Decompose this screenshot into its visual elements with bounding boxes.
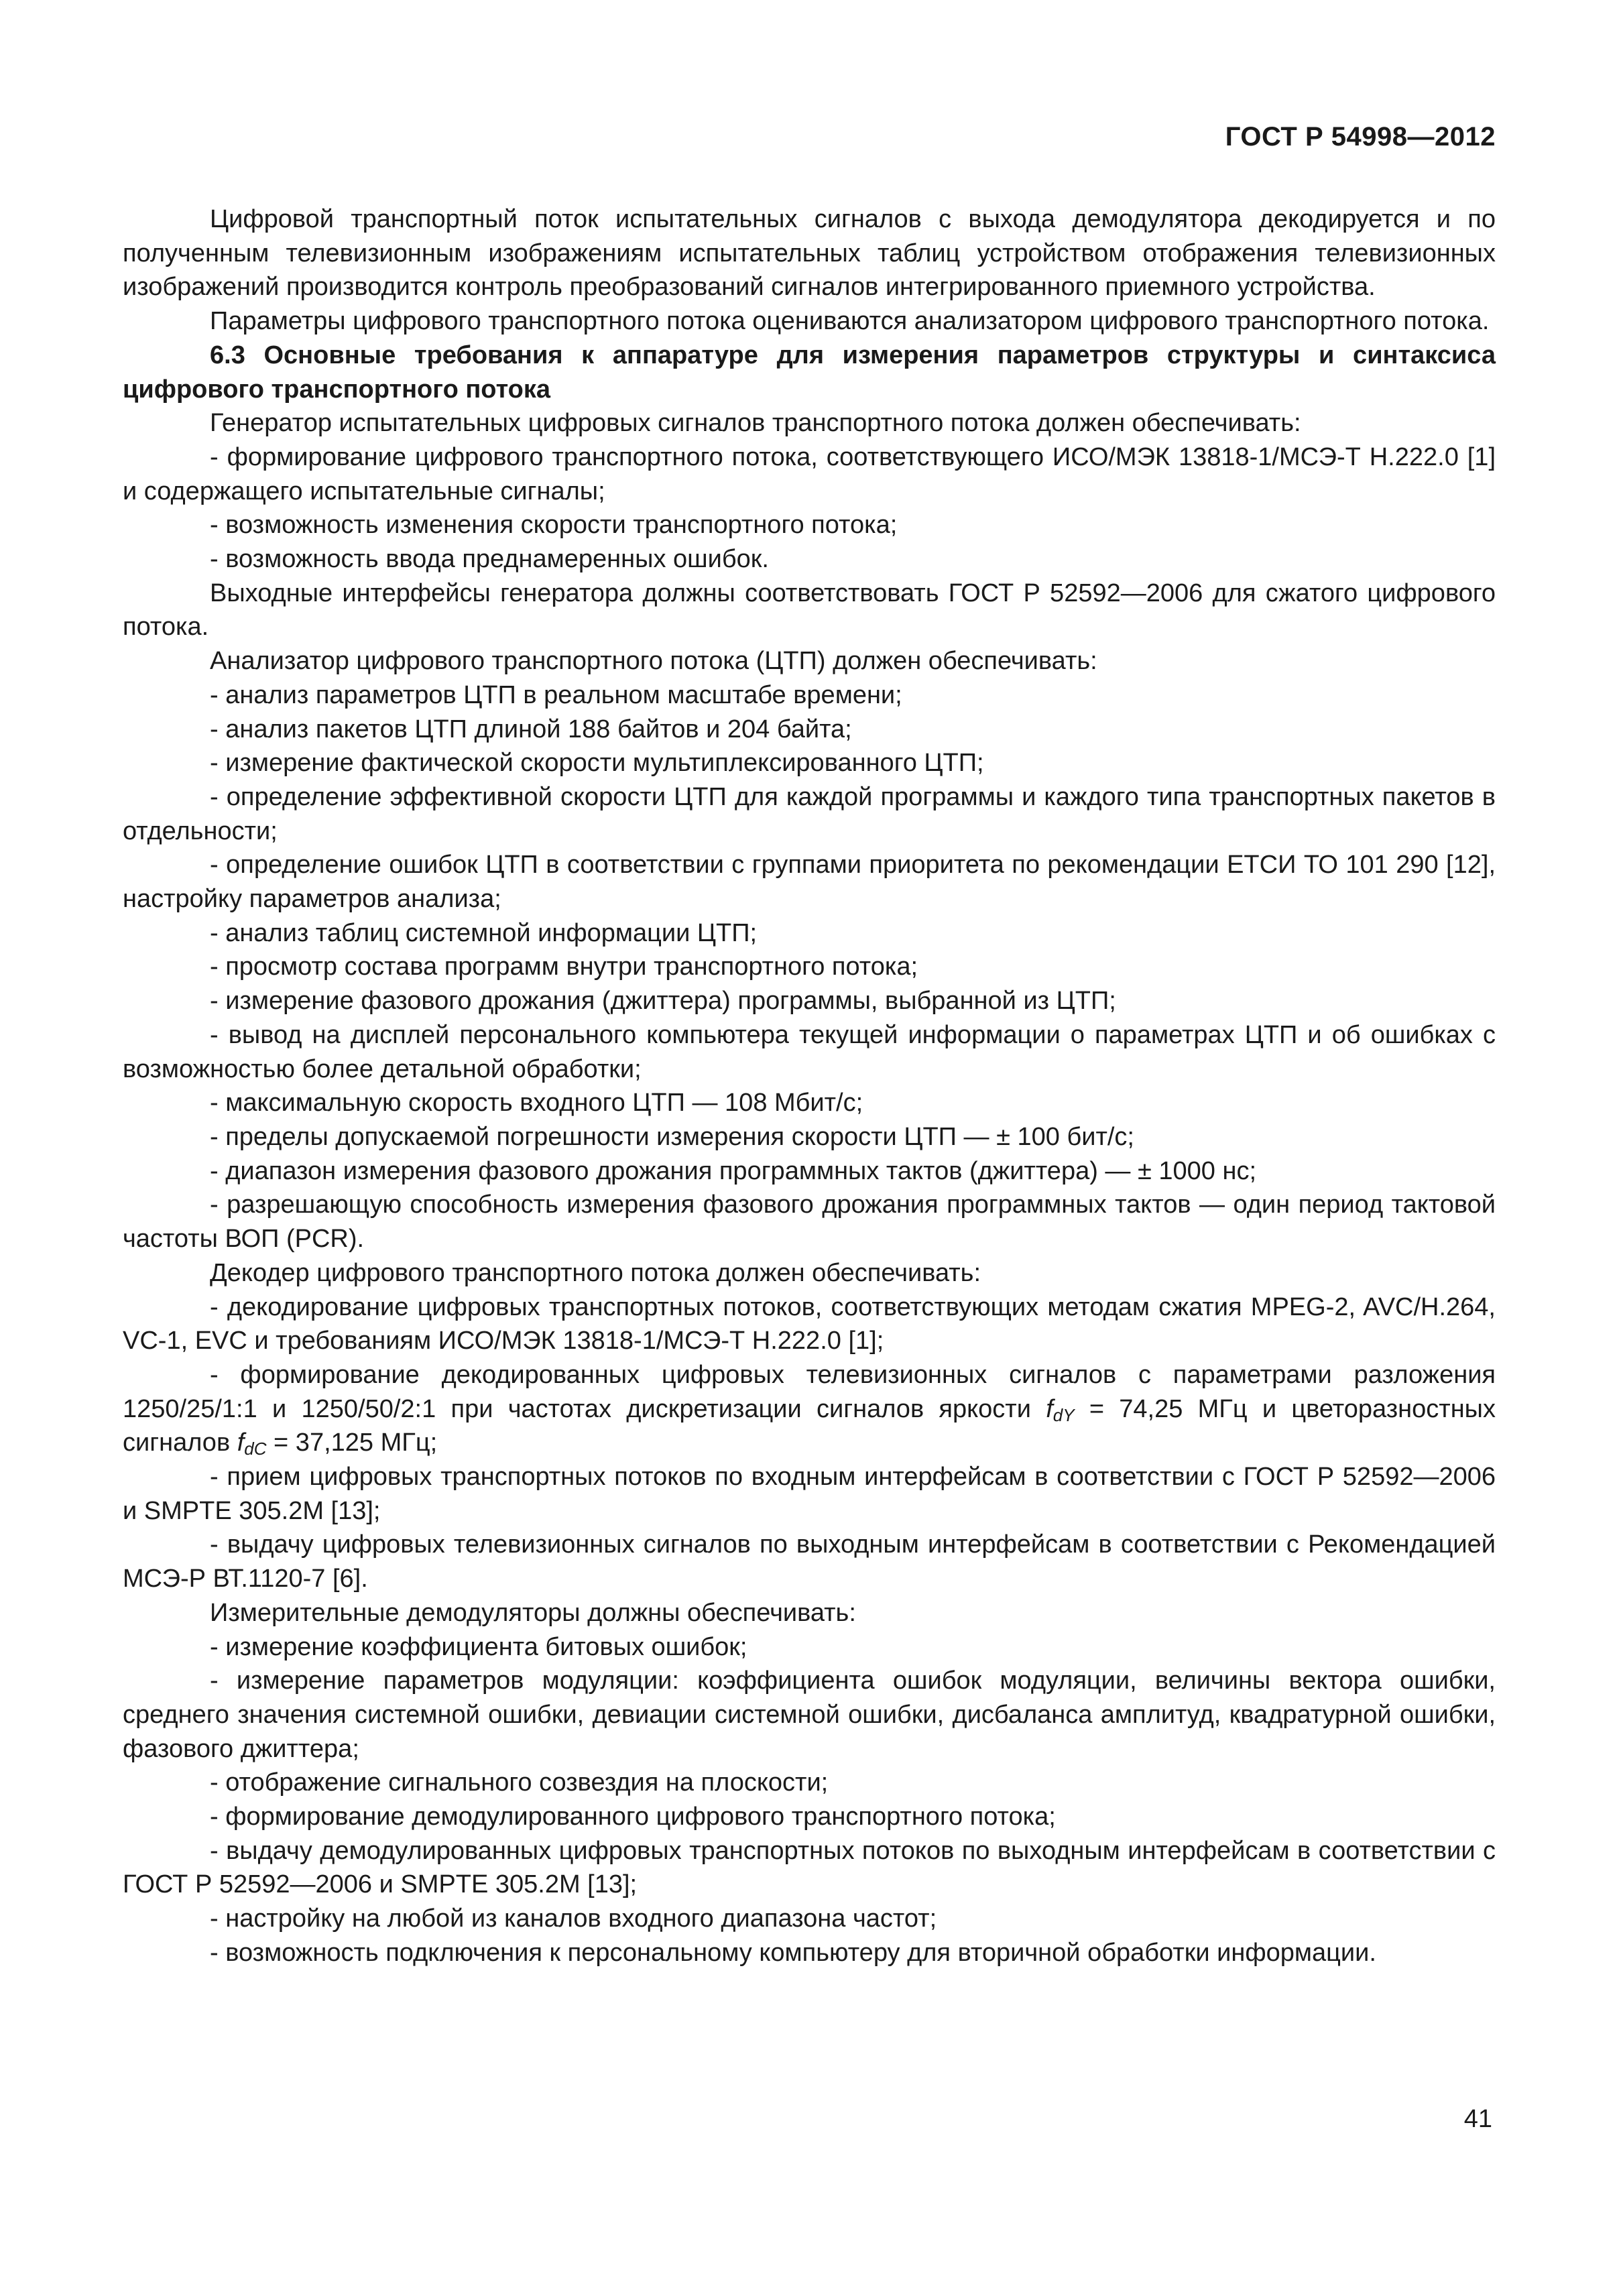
list-item: - просмотр состава программ внутри транспортного потока; [210, 953, 918, 981]
frequency-subscript: dY [1053, 1404, 1075, 1425]
section-heading: 6.3 Основные требования к аппаратуре для измерения параметров структуры и синтаксиса цифрового транспортного потока [123, 341, 1496, 404]
document-body [123, 202, 1496, 1970]
list-item: - анализ параметров ЦТП в реальном масштабе времени; [210, 680, 902, 709]
list-item: - анализ пакетов ЦТП длиной 188 байтов и 204 байта; [210, 715, 852, 743]
formula-text: - формирование декодированных цифровых телевизионных сигналов с параметрами разложения 1250/25/1:1 и 1250/50/2:1 при частотах дискретизации сигналов яркости [123, 1360, 1496, 1423]
body-paragraph: Декодер цифрового транспортного потока должен обеспечивать: [210, 1258, 981, 1287]
list-item: - диапазон измерения фазового дрожания программных тактов (джиттера) — ± 1000 нс; [210, 1156, 1257, 1185]
list-item: - прием цифровых транспортных потоков по входным интерфейсам в соответствии с ГОСТ Р 52592—2006 и SMPTE 305.2M [13]; [123, 1463, 1496, 1525]
list-item: - формирование демодулированного цифрового транспортного потока; [210, 1803, 1056, 1831]
list-item: - возможность подключения к персональному компьютеру для вторичной обработки информации. [210, 1938, 1376, 1967]
list-item: - выдачу цифровых телевизионных сигналов по выходным интерфейсам в соответствии с Рекомендацией МСЭ-Р ВТ.1120-7 [6]. [123, 1530, 1496, 1593]
list-item: - настройку на любой из каналов входного диапазона частот; [210, 1905, 937, 1933]
document-code-header: ГОСТ Р 54998—2012 [1225, 122, 1496, 152]
formula-text: = 37,125 МГц; [266, 1429, 438, 1457]
list-item: - измерение фактической скорости мультиплексированного ЦТП; [210, 749, 984, 778]
list-item: - максимальную скорость входного ЦТП — 108 Мбит/с; [210, 1089, 863, 1117]
list-item: - определение ошибок ЦТП в соответствии с группами приоритета по рекомендации ЕТСИ ТО 101 290 [12], настройку параметров анализа; [123, 851, 1496, 914]
body-paragraph: Анализатор цифрового транспортного потока (ЦТП) должен обеспечивать: [210, 647, 1097, 676]
body-paragraph: Параметры цифрового транспортного потока оцениваются анализатором цифрового транспортного потока. [210, 307, 1490, 336]
list-item: - измерение фазового дрожания (джиттера) программы, выбранной из ЦТП; [210, 987, 1116, 1016]
list-item: - возможность изменения скорости транспортного потока; [210, 511, 898, 540]
list-item: - возможность ввода преднамеренных ошибок. [210, 545, 769, 574]
list-item: - пределы допускаемой погрешности измерения скорости ЦТП — ± 100 бит/с; [210, 1122, 1134, 1151]
body-paragraph: Генератор испытательных цифровых сигналов транспортного потока должен обеспечивать: [210, 409, 1301, 438]
list-item: - вывод на дисплей персонального компьютера текущей информации о параметрах ЦТП и об ошибках с возможностью более детальной обработки; [123, 1020, 1496, 1083]
body-paragraph: Измерительные демодуляторы должны обеспечивать: [210, 1598, 856, 1627]
list-item: - измерение параметров модуляции: коэффициента ошибок модуляции, величины вектора ошибки, среднего значения системной ошибки, девиации системной ошибки, дисбаланса амплитуд, квадратурной ошибки, фазового джиттера; [123, 1667, 1496, 1763]
list-item: - отображение сигнального созвездия на плоскости; [210, 1768, 829, 1797]
frequency-symbol: f [1046, 1394, 1053, 1423]
body-paragraph: Выходные интерфейсы генератора должны соответствовать ГОСТ Р 52592—2006 для сжатого цифрового потока. [123, 579, 1496, 642]
frequency-subscript: dC [244, 1439, 267, 1459]
body-paragraph: Цифровой транспортный поток испытательных сигналов с выхода демодулятора декодируется и по полученным телевизионным изображениям испытательных таблиц устройством отображения телевизионных изображений производится контроль преобразований сигналов интегрированного приемного устройства. [123, 205, 1496, 302]
list-item: - измерение коэффициента битовых ошибок; [210, 1632, 747, 1661]
list-item: - декодирование цифровых транспортных потоков, соответствующих методам сжатия MPEG-2, AVC/H.264, VC-1, EVC и требованиям ИСО/МЭК 13818-1/МСЭ-Т Н.222.0 [1]; [123, 1292, 1496, 1355]
list-item: - определение эффективной скорости ЦТП для каждой программы и каждого типа транспортных пакетов в отдельности; [123, 782, 1496, 845]
list-item-formula [123, 1358, 1496, 1460]
list-item: - формирование цифрового транспортного потока, соответствующего ИСО/МЭК 13818-1/МСЭ-Т Н.222.0 [1] и содержащего испытательные сигналы; [123, 442, 1496, 505]
list-item: - разрешающую способность измерения фазового дрожания программных тактов — один период тактовой частоты ВОП (PCR). [123, 1191, 1496, 1254]
frequency-symbol: f [237, 1429, 245, 1457]
formula-text: = 74,25 МГц и цветоразностных сигналов [123, 1394, 1496, 1457]
list-item: - анализ таблиц системной информации ЦТП; [210, 918, 758, 947]
page-number: 41 [1463, 2105, 1492, 2133]
list-item: - выдачу демодулированных цифровых транспортных потоков по выходным интерфейсам в соответствии с ГОСТ Р 52592—2006 и SMPTE 305.2M [13]; [123, 1836, 1496, 1899]
